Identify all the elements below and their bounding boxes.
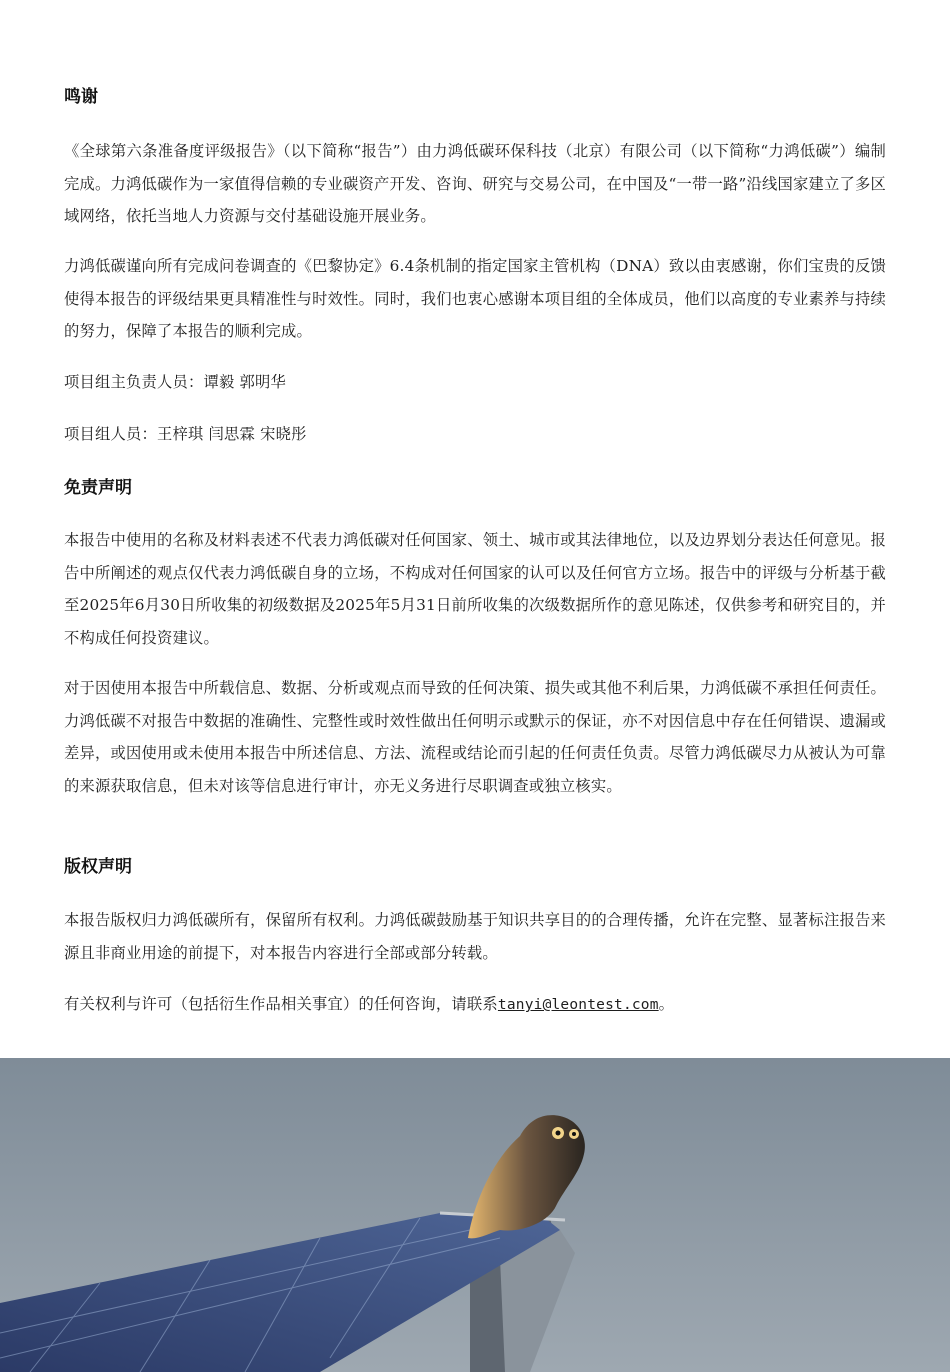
copyright-heading: 版权声明: [64, 857, 132, 877]
contact-email-link[interactable]: tanyi@leontest.com: [497, 997, 659, 1013]
copyright-paragraph-1: 本报告版权归力鸿低碳所有，保留所有权利。力鸿低碳鼓励基于知识共享目的的合理传播，允许在完整、显著标注报告来源且非商业用途的前提下，对本报告内容进行全部或部分转载。: [64, 911, 886, 962]
acknowledgement-heading: 鸣谢: [64, 87, 98, 107]
project-members: 项目组人员：王梓琪 闫思霖 宋晓彤: [64, 425, 307, 443]
disclaimer-heading: 免责声明: [64, 478, 132, 498]
acknowledgement-paragraph-2: 力鸿低碳谨向所有完成问卷调查的《巴黎协定》6.4条机制的指定国家主管机构（DNA）致以由衷感谢，你们宝贵的反馈使得本报告的评级结果更具精准性与时效性。同时，我们也衷心感谢本项目组的全体成员，他们以高度的专业素养与持续的努力，保障了本报告的顺利完成。: [64, 257, 886, 340]
copyright-paragraph-2: [64, 988, 886, 1022]
acknowledgement-paragraph-1: 《全球第六条准备度评级报告》（以下简称“报告”）由力鸿低碳环保科技（北京）有限公司（以下简称“力鸿低碳”）编制完成。力鸿低碳作为一家值得信赖的专业碳资产开发、咨询、研究与交易公司，在中国及“一带一路”沿线国家建立了多区域网络，依托当地人力资源与交付基础设施开展业务。: [64, 142, 886, 225]
contact-suffix: 。: [658, 995, 675, 1013]
disclaimer-paragraph-1: 本报告中使用的名称及材料表述不代表力鸿低碳对任何国家、领土、城市或其法律地位，以及边界划分表达任何意见。报告中所阐述的观点仅代表力鸿低碳自身的立场，不构成对任何国家的认可以及任何官方立场。报告中的评级与分析基于截至2025年6月30日所收集的初级数据及2025年5月31日前所收集的次级数据所作的意见陈述，仅供参考和研究目的，并不构成任何投资建议。: [64, 531, 886, 647]
project-leaders: 项目组主负责人员：谭毅 郭明华: [64, 373, 287, 391]
disclaimer-paragraph-2: 对于因使用本报告中所载信息、数据、分析或观点而导致的任何决策、损失或其他不利后果，力鸿低碳不承担任何责任。力鸿低碳不对报告中数据的准确性、完整性或时效性做出任何明示或默示的保证，亦不对因信息中存在任何错误、遗漏或差异，或因使用或未使用本报告中所述信息、方法、流程或结论而引起的任何责任负责。尽管力鸿低碳尽力从被认为可靠的来源获取信息，但未对该等信息进行审计，亦无义务进行尽职调查或独立核实。: [64, 679, 886, 795]
contact-prefix: 有关权利与许可（包括衍生作品相关事宜）的任何咨询，请联系: [64, 995, 498, 1013]
owl-on-solar-panel-photo: [0, 1058, 950, 1372]
